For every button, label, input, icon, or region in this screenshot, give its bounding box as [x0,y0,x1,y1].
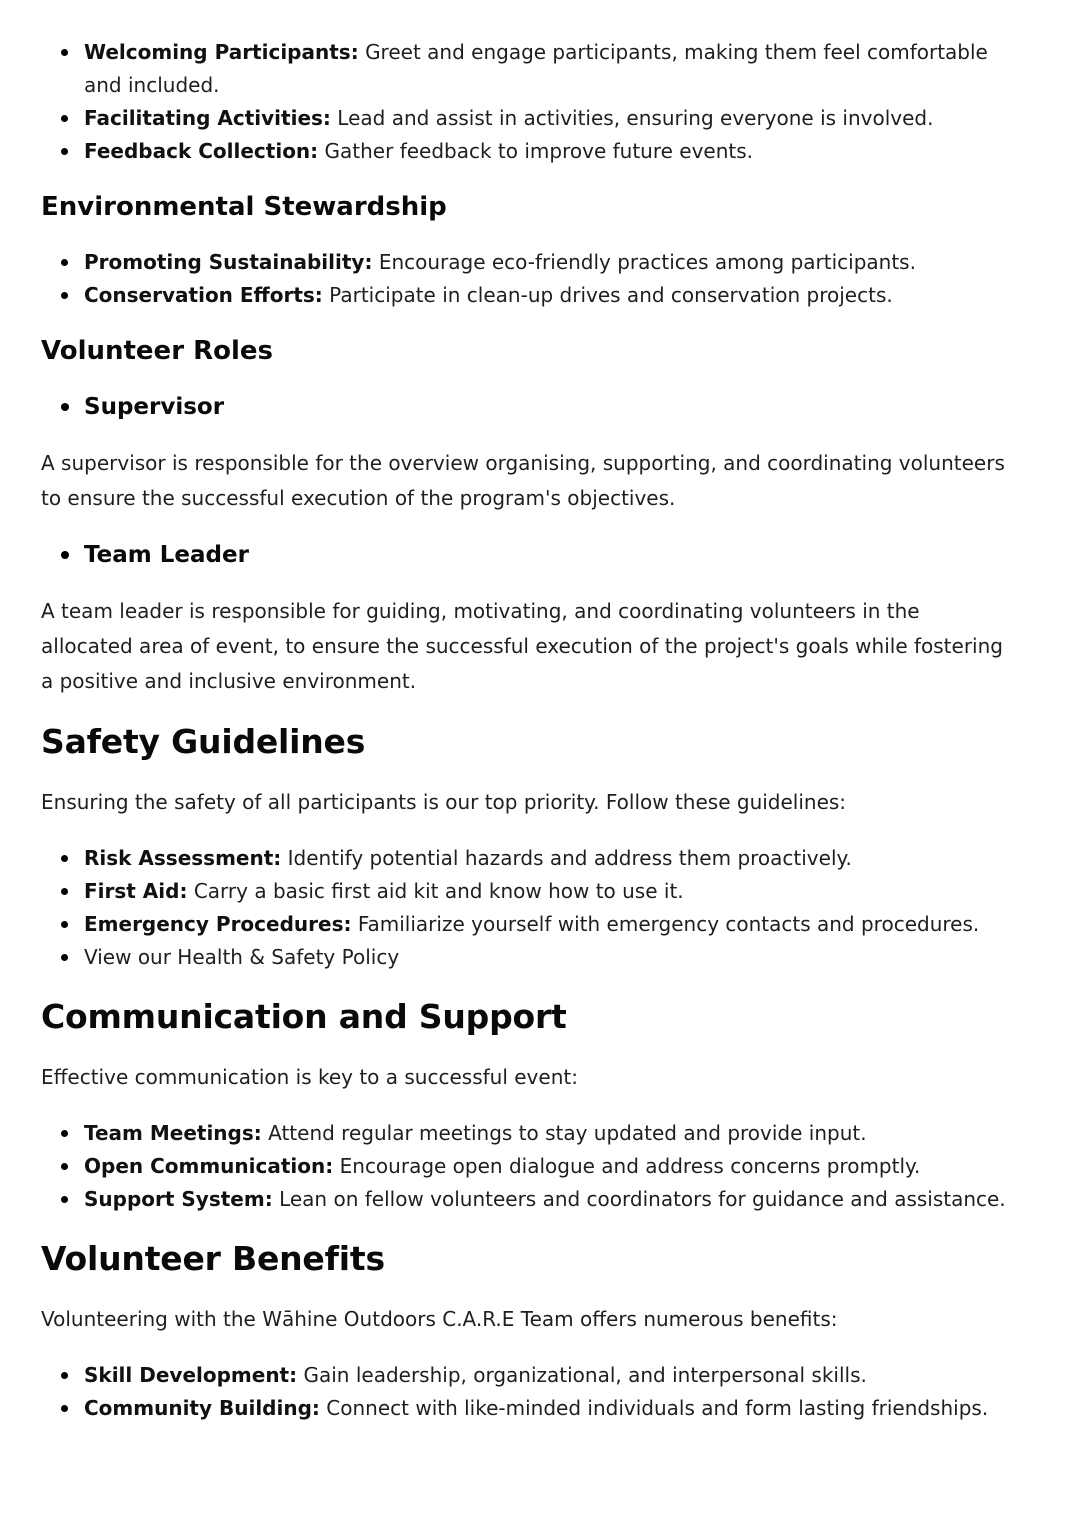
bullet-label: Skill Development: [84,1363,298,1387]
section-heading-environmental-stewardship: Environmental Stewardship [41,192,447,222]
bullet-text: Encourage open dialogue and address concerns promptly. [339,1154,921,1178]
bullet-label: Feedback Collection: [84,139,319,163]
safety-guidelines-list [41,842,1010,974]
bullet-text: Familiarize yourself with emergency contacts and procedures. [357,912,980,936]
bullet-text: Gain leadership, organizational, and interpersonal skills. [303,1363,867,1387]
list-item-feedback-collection [41,135,1010,168]
communication-list [41,1117,1010,1216]
benefits-list [41,1359,1010,1425]
role-team-leader-list [41,538,1010,572]
bullet-label: Welcoming Participants: [84,40,359,64]
list-item-risk-assessment [41,842,1010,875]
section-heading-communication-support: Communication and Support [41,997,567,1036]
list-item-promoting-sustainability [41,246,1010,279]
safety-intro: Ensuring the safety of all participants is our top priority. Follow these guidelines: [41,790,847,814]
supervisor-description: A supervisor is responsible for the overview organising, supporting, and coordinating volunteers to ensure the successful execution of the program's objectives. [41,451,1005,510]
bullet-text: Carry a basic first aid kit and know how to use it. [193,879,684,903]
bullet-label: Promoting Sustainability: [84,250,373,274]
environmental-list [41,246,1010,312]
list-item-supervisor: Supervisor [41,390,1010,424]
bullet-text: Lean on fellow volunteers and coordinators for guidance and assistance. [279,1187,1006,1211]
bullet-text: Attend regular meetings to stay updated and provide input. [268,1121,867,1145]
list-item-skill-development [41,1359,1010,1392]
section-heading-volunteer-roles: Volunteer Roles [41,336,273,366]
list-item-welcoming-participants [41,36,1010,102]
bullet-text: View our Health & Safety Policy [84,945,400,969]
list-item-emergency-procedures [41,908,1010,941]
bullet-text: Encourage eco-friendly practices among participants. [378,250,916,274]
bullet-text: Gather feedback to improve future events. [324,139,754,163]
bullet-text: Connect with like-minded individuals and form lasting friendships. [326,1396,989,1420]
bullet-text: Lead and assist in activities, ensuring everyone is involved. [337,106,934,130]
bullet-label: Community Building: [84,1396,320,1420]
bullet-text: Participate in clean-up drives and conservation projects. [329,283,893,307]
list-item-team-leader: Team Leader [41,538,1010,572]
bullet-label: Team Meetings: [84,1121,262,1145]
bullet-label: Facilitating Activities: [84,106,331,130]
list-item-facilitating-activities [41,102,1010,135]
list-item-team-meetings [41,1117,1010,1150]
bullet-label: Conservation Efforts: [84,283,323,307]
health-safety-policy-link[interactable] [41,941,1010,974]
bullet-label: Open Communication: [84,1154,334,1178]
list-item-support-system [41,1183,1010,1216]
bullet-label: First Aid: [84,879,188,903]
section-heading-volunteer-benefits: Volunteer Benefits [41,1239,385,1278]
bullet-text: Identify potential hazards and address them proactively. [287,846,852,870]
benefits-intro: Volunteering with the Wāhine Outdoors C.A.R.E Team offers numerous benefits: [41,1307,838,1331]
list-item-conservation-efforts [41,279,1010,312]
bullet-label: Support System: [84,1187,273,1211]
section-heading-safety-guidelines: Safety Guidelines [41,722,366,761]
list-item-first-aid [41,875,1010,908]
bullet-label: Risk Assessment: [84,846,282,870]
participation-duties-list [41,36,1010,168]
role-supervisor-list [41,390,1010,424]
bullet-text: Greet and engage participants, making them feel comfortable and included. [84,40,988,97]
communication-intro: Effective communication is key to a successful event: [41,1065,578,1089]
team-leader-description: A team leader is responsible for guiding, motivating, and coordinating volunteers in the allocated area of event, to ensure the successful execution of the project's goals while fostering a positive and inclusive environment. [41,599,1003,693]
list-item-community-building [41,1392,1010,1425]
bullet-label: Emergency Procedures: [84,912,352,936]
list-item-open-communication [41,1150,1010,1183]
